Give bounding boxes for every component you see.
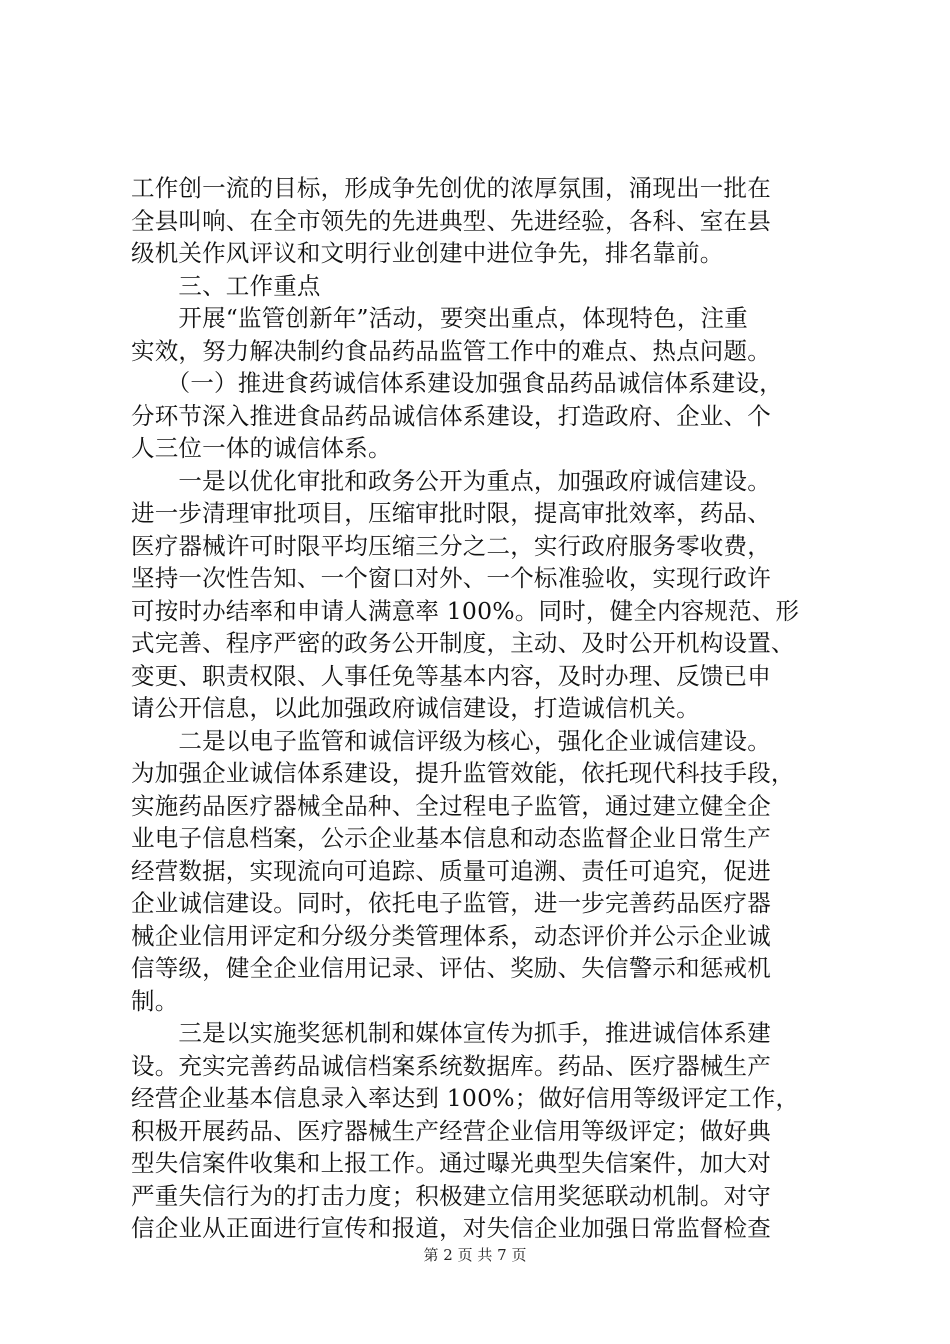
text-line: 信企业从正面进行宣传和报道，对失信企业加强日常监督检查 — [131, 1214, 771, 1242]
text-line: 变更、职责权限、人事任免等基本内容，及时办理、反馈已申 — [131, 661, 771, 690]
text-line: 三是以实施奖惩机制和媒体宣传为抓手，推进诚信体系建 — [131, 1019, 771, 1047]
text-line: 进一步清理审批项目，压缩审批时限，提高审批效率，药品、 — [131, 499, 771, 527]
text-line: 人三位一体的诚信体系。 — [131, 434, 392, 462]
document-body — [131, 172, 831, 1245]
text-line: 开展“监管创新年”活动，要突出重点，体现特色，注重 — [131, 304, 748, 332]
text-line: 实施药品医疗器械全品种、全过程电子监管，通过建立健全企 — [131, 791, 771, 820]
text-line: 二是以电子监管和诚信评级为核心，强化企业诚信建设。 — [131, 726, 771, 755]
text-line: 分环节深入推进食品药品诚信体系建设，打造政府、企业、个 — [131, 401, 771, 430]
text-line: 械企业信用评定和分级分类管理体系，动态评价并公示企业诚 — [131, 921, 771, 950]
text-line: 坚持一次性告知、一个窗口对外、一个标准验收，实现行政许 — [131, 564, 771, 592]
page-number-footer: 第 2 页 共 7 页 — [423, 1246, 527, 1264]
text-line: 型失信案件收集和上报工作。通过曝光典型失信案件，加大对 — [131, 1149, 771, 1177]
text-line: 请公开信息，以此加强政府诚信建设，打造诚信机关。 — [131, 694, 700, 722]
text-line: 经营数据，实现流向可追踪、质量可追溯、责任可追究，促进 — [131, 856, 771, 885]
text-line: 实效，努力解决制约食品药品监管工作中的难点、热点问题。 — [131, 336, 771, 365]
text-line: 为加强企业诚信体系建设，提升监管效能，依托现代科技手段， — [131, 759, 795, 787]
text-line: 制。 — [131, 986, 179, 1015]
text-line: 一是以优化审批和政务公开为重点，加强政府诚信建设。 — [131, 466, 771, 495]
text-line: 积极开展药品、医疗器械生产经营企业信用等级评定；做好典 — [131, 1116, 771, 1145]
text-line: 企业诚信建设。同时，依托电子监管，进一步完善药品医疗器 — [131, 889, 771, 917]
text-line: 可按时办结率和申请人满意率 100%。同时，健全内容规范、形 — [131, 596, 800, 625]
text-line: 医疗器械许可时限平均压缩三分之二，实行政府服务零收费， — [131, 531, 771, 560]
subsection-heading: （一）推进食药诚信体系建设加强食品药品诚信体系建设， — [131, 369, 783, 397]
text-line: 业电子信息档案，公示企业基本信息和动态监督企业日常生产 — [131, 824, 771, 852]
text-line: 全县叫响、在全市领先的先进典型、先进经验，各科、室在县 — [131, 206, 771, 235]
section-heading: 三、工作重点 — [131, 271, 321, 300]
text-line: 设。充实完善药品诚信档案系统数据库。药品、医疗器械生产 — [131, 1051, 771, 1080]
text-line: 式完善、程序严密的政务公开制度，主动、及时公开机构设置、 — [131, 629, 795, 657]
text-line: 严重失信行为的打击力度；积极建立信用奖惩联动机制。对守 — [131, 1181, 771, 1210]
text-line: 级机关作风评议和文明行业创建中进位争先，排名靠前。 — [131, 239, 724, 267]
text-line: 信等级，健全企业信用记录、评估、奖励、失信警示和惩戒机 — [131, 954, 771, 982]
text-line: 工作创一流的目标，形成争先创优的浓厚氛围，涌现出一批在 — [131, 174, 771, 202]
text-line: 经营企业基本信息录入率达到 100%；做好信用等级评定工作， — [131, 1084, 800, 1112]
